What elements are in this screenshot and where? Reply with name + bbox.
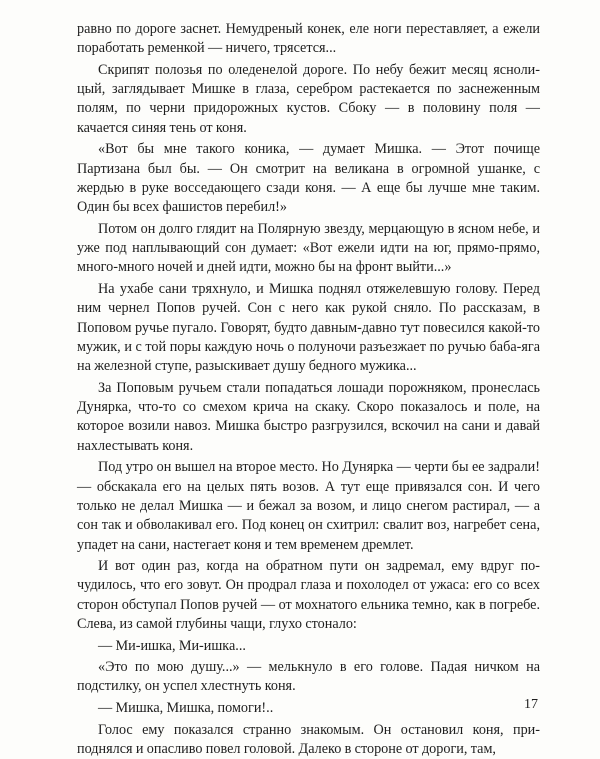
paragraph-2: Скрипят полозья по оледенелой дороге. По небу бежит месяц яснолицый, заглядывает Мишке в глаза, серебром растекается по заснеженным полям, по черни придорожных кустов. Сбоку — в половину поля — качается синяя тень от коня. [77,61,540,136]
paragraph-9: — Ми-ишка, Ми-ишка... [98,637,246,654]
paragraph-11: — Мишка, Мишка, помоги!.. [98,700,274,717]
paragraph-4: Потом он долго глядит на Полярную звезду, мерцающую в ясном небе, и уже под наплывающий сон думает: «Вот ежели идти на юг, прямо-прямо, много-много ночей и дней идти, можно бы на фронт выйти...» [77,220,540,276]
paragraph-8: И вот один раз, когда на обратном пути он задремал, ему вдруг почудилось, что его зовут. Он продрал глаза и похолодел от ужаса: его со всех сторон обступал Попов ручей — от мохнатого ельника темно, как в погребе. Слева, из самой глубины чащи, глухо стонало: [77,558,540,632]
page-number: 17 [524,697,538,712]
paragraph-7: Под утро он вышел на второе место. Но Дунярка — черти бы ее задрали! — обскакала его на целых пять возов. А тут еще привязался сон. И чего только не делал Мишка — и бежал за возом, и лицо снегом растирал, — а сон так и обволакивал его. Под конец он схитрил: свалит воз, нагребет сена, упадет на сани, настегает коня и тем временем дремлет. [77,459,540,553]
paragraph-6: За Поповым ручьем стали попадаться лошади порожняком, пронеслась Дунярка, что-то со смехом крича на скаку. Скоро показалось и поле, на которое возили навоз. Мишка быстро разгрузился, вскочил на сани и давай нахлестывать коня. [77,379,540,454]
paragraph-10: «Это по мою душу...» — мелькнуло в его голове. Падая ничком на подстилку, он успел хлестнуть коня. [77,659,540,695]
paragraph-5: На ухабе сани тряхнуло, и Мишка поднял отяжелевшую голову. Перед ним чернел Попов ручей. Сон с него как рукой сняло. По рассказам, в Поповом ручье пугало. Говорят, будто давным-давно тут повесился какой-то мужик, и с той поры каждую ночь о полуночи разъезжает по ручью баба-яга на железной ступе, разыскивает душу бедного мужика... [77,281,540,375]
paragraph-1: равно по дороге заснет. Немудреный конек, еле ноги переставляет, а ежели поработать ременкой — ничего, трясется... [77,21,540,57]
paragraph-12: Голос ему показался странно знакомым. Он остановил коня, приподнялся и опасливо повел головой. Далеко в стороне от дороги, там, [77,721,540,757]
paragraph-3: «Вот бы мне такого коника, — думает Мишка. — Этот почище Партизана был бы. — Он смотрит на великана в огромной ушанке, с жердью в руке восседающего сзади коня. — А еще бы лучше мне таким. Один бы всех фашистов перебил!» [77,141,540,216]
page-text [77,20,540,759]
